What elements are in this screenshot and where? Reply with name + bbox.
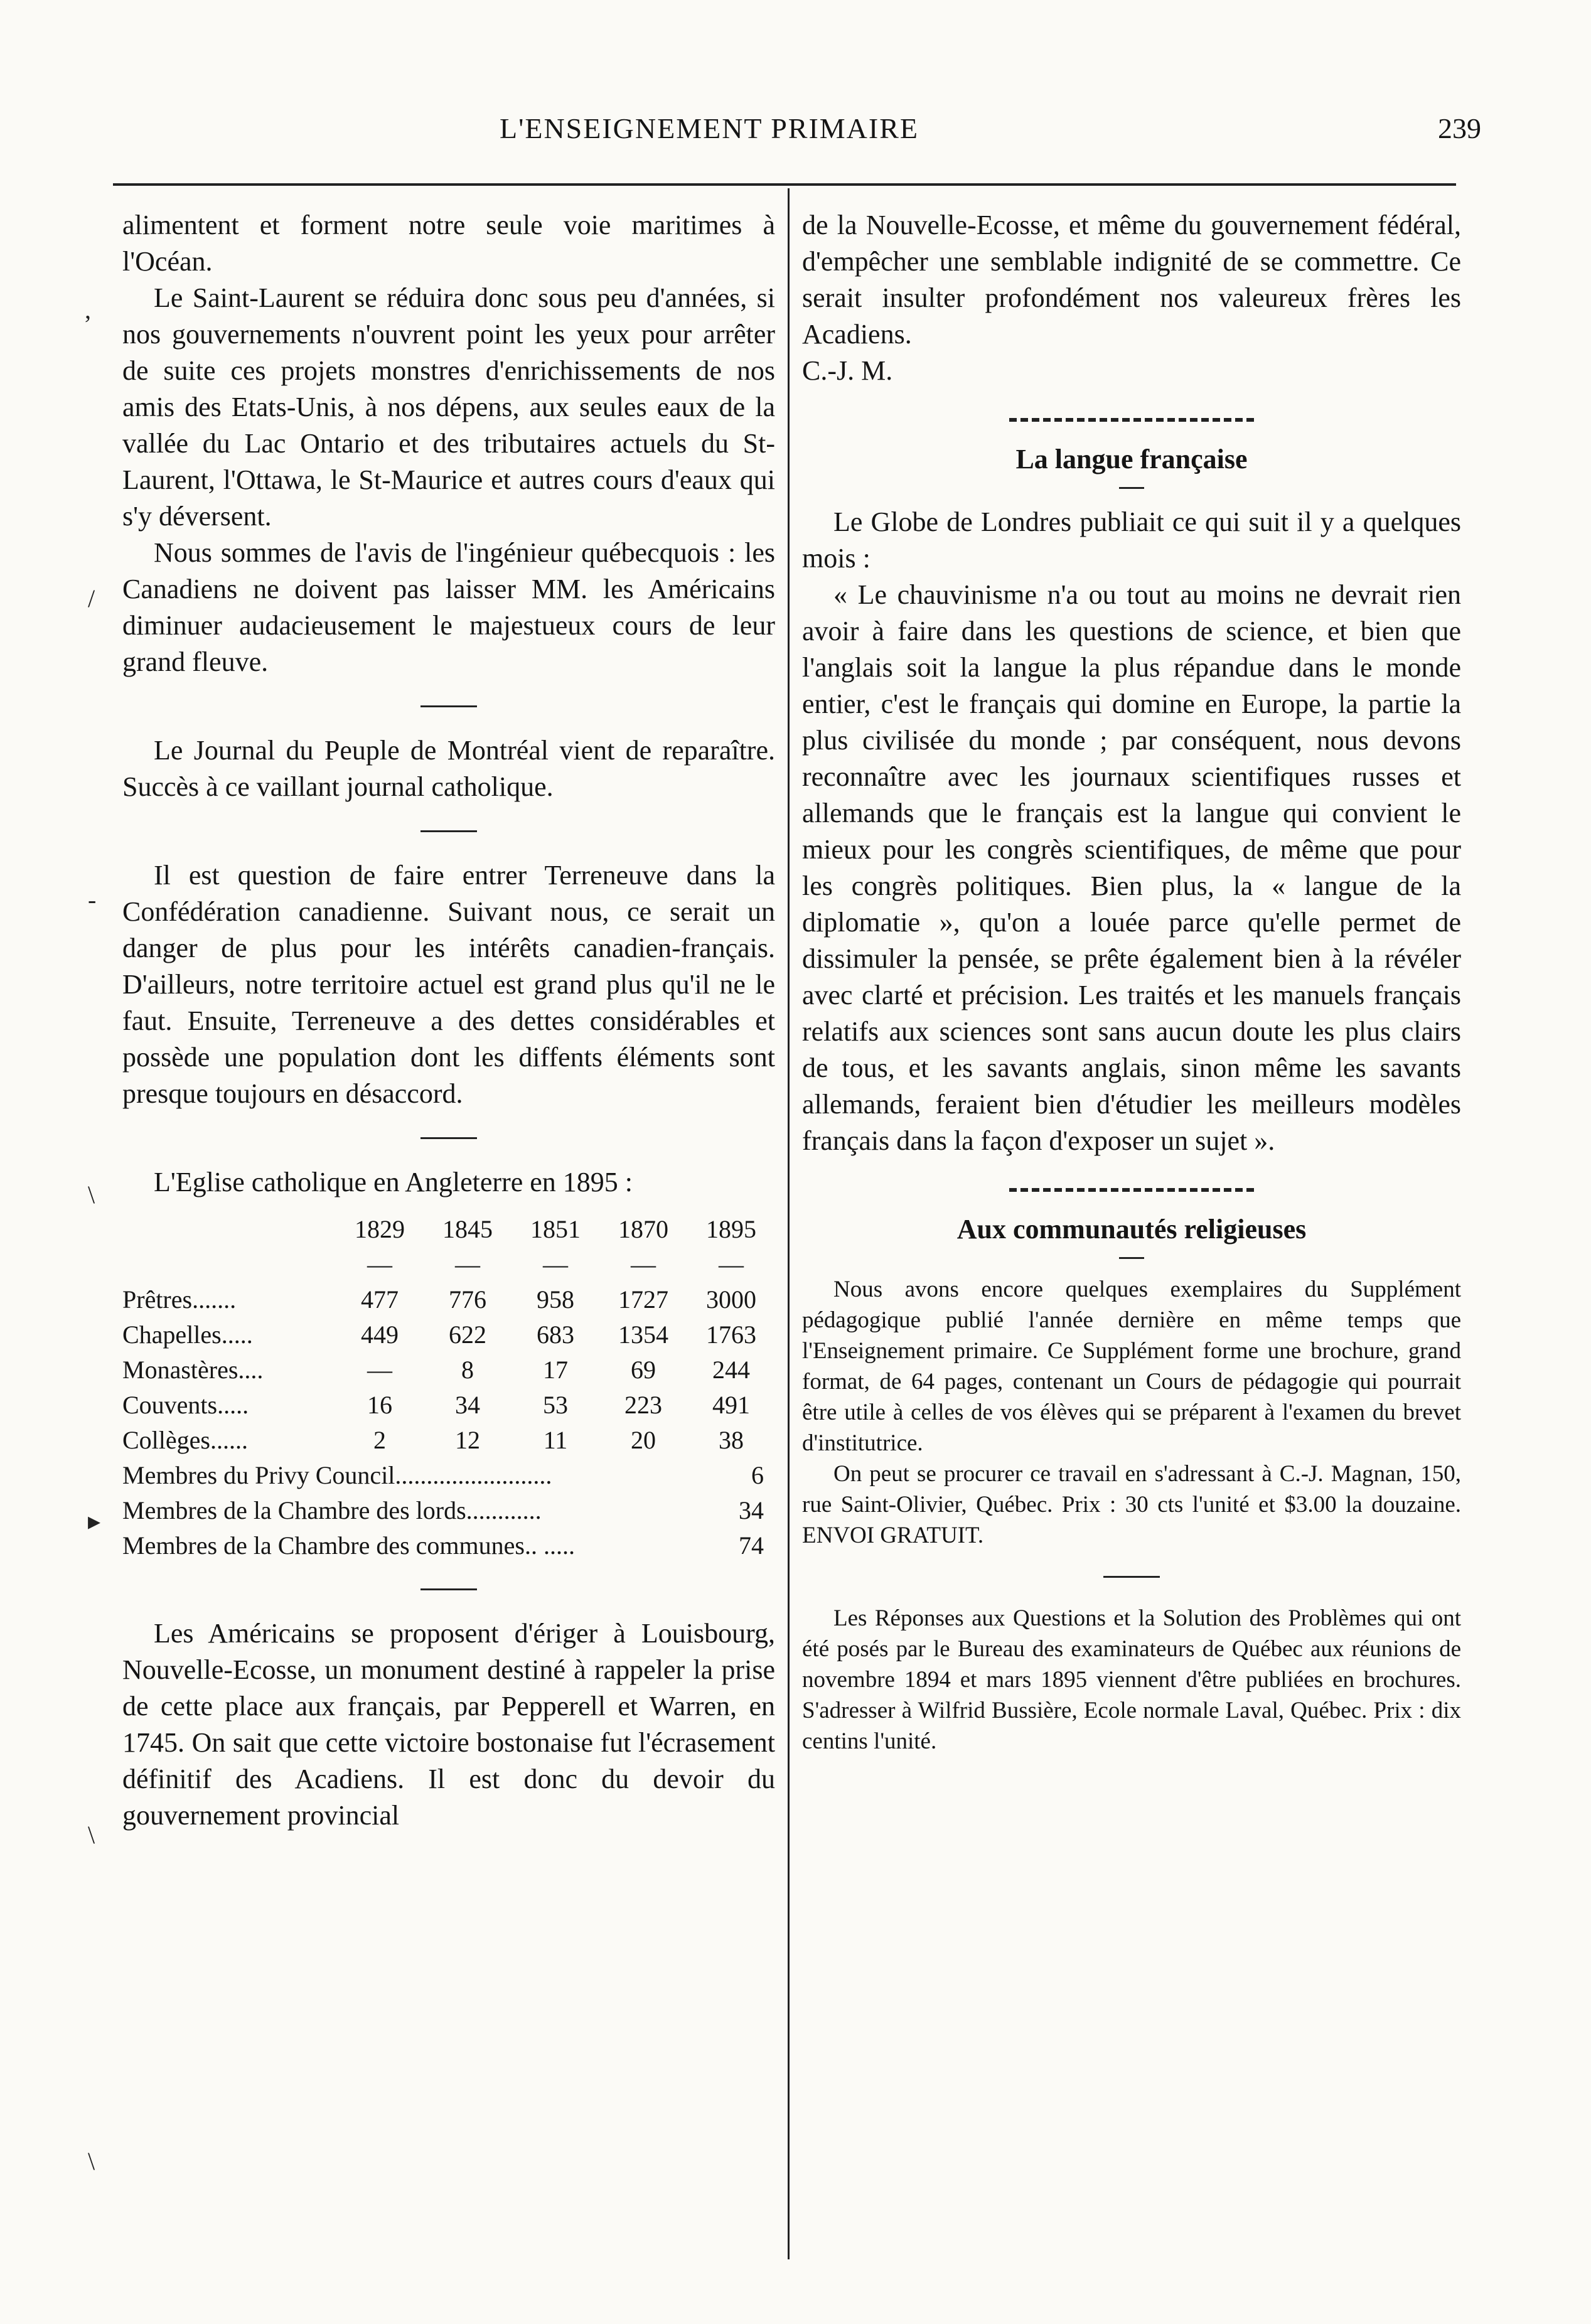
section-separator — [421, 1137, 477, 1139]
margin-mark: \ — [88, 1821, 95, 1849]
margin-mark: \ — [88, 2147, 95, 2175]
margin-mark: \ — [88, 1181, 95, 1209]
column-divider — [788, 188, 790, 2259]
table-row: Membres du Privy Council......................... 6 — [122, 1461, 764, 1489]
left-column — [122, 207, 775, 1834]
section-heading: La langue française — [1015, 444, 1248, 474]
dash-mark: — — [543, 1250, 568, 1278]
section-separator — [1103, 1576, 1160, 1578]
margin-mark: / — [88, 584, 95, 613]
dash-mark: — — [719, 1250, 744, 1278]
right-column — [802, 207, 1461, 1757]
paragraph: Les Réponses aux Questions et la Solution des Problèmes qui ont été posés par le Bureau des examinateurs de Québec aux réunions de novembre 1894 et mars 1895 viennent d'être publiées en brochures. S'adresser à Wilfrid Bussière, Ecole normale Laval, Québec. Prix : dix centins l'unité. — [802, 1605, 1461, 1754]
dash-mark: — — [367, 1250, 392, 1278]
paragraph: alimentent et forment notre seule voie maritimes à l'Océan. — [122, 210, 775, 277]
notice-block — [802, 1274, 1461, 1757]
year-header: 1851 — [530, 1215, 581, 1243]
paragraph: Nous avons encore quelques exemplaires du Supplément pédagogique publié l'année dernière en même temps que l'Enseignement primaire. Ce Supplément forme une brochure, grand format, de 64 pages, contenant un Cours de pédagogie qui pourrait être utile à celles de vos élèves qui se préparent à l'examen du brevet d'institutrice. — [802, 1277, 1461, 1456]
paragraph: Le Journal du Peuple de Montréal vient de reparaître. Succès à ce vaillant journal catholique. — [122, 735, 775, 802]
year-header: 1829 — [355, 1215, 405, 1243]
table-row: Chapelles..... 449 622 683 1354 1763 — [122, 1320, 756, 1349]
table-row: Membres de la Chambre des lords............ 34 — [122, 1496, 764, 1524]
section-separator — [1119, 1257, 1144, 1259]
section-separator — [421, 830, 477, 832]
section-separator — [421, 1588, 477, 1590]
dash-mark: — — [455, 1250, 480, 1278]
ornament-separator — [1009, 1188, 1254, 1192]
paragraph: « Le chauvinisme n'a ou tout au moins ne devrait rien avoir à faire dans les questions de science, et bien que l'anglais soit la langue la plus répandue dans le monde entier, c'est le français qui domine en Europe, la partie la plus civilisée du monde ; par conséquent, nous devons reconnaître avec les journaux scientifiques russes et allemands que le français est la langue qui convient le mieux pour les congrès scientifiques, de même que pour les congrès politiques. Bien plus, la « langue de la diplomatie », qu'on a louée parce qu'elle permet de dissimuler la pensée, se prête également bien à la révéler avec clarté et précision. Les traités et les manuels français relatifs aux sciences sont sans aucun doute les plus clairs de tous, et les savants anglais, sinon même les savants allemands, feraient bien d'étudier les meilleurs modèles français dans la façon d'exposer un sujet ». — [802, 579, 1461, 1156]
year-header: 1870 — [618, 1215, 668, 1243]
year-header: 1845 — [442, 1215, 493, 1243]
table-intro: L'Eglise catholique en Angleterre en 1895 : — [154, 1167, 633, 1197]
section-separator — [1119, 487, 1144, 489]
section-separator — [421, 705, 477, 707]
signature: C.-J. M. — [802, 355, 893, 386]
margin-mark: ▸ — [88, 1507, 101, 1535]
table-row: Collèges...... 2 12 11 20 38 — [122, 1426, 744, 1454]
table-row: Membres de la Chambre des communes.. ..... 74 — [122, 1531, 764, 1560]
header-rule — [113, 183, 1456, 186]
margin-mark: , — [85, 296, 91, 324]
paragraph: On peut se procurer ce travail en s'adressant à C.-J. Magnan, 150, rue Saint-Olivier, Québec. Prix : 30 cts l'unité et $3.00 la douzaine. ENVOI GRATUIT. — [802, 1461, 1461, 1548]
table-row: Monastères.... — 8 17 69 244 — [122, 1356, 750, 1384]
dash-row — [122, 1247, 775, 1282]
paragraph: Il est question de faire entrer Terreneuve dans la Confédération canadienne. Suivant nous, ce serait un danger de plus pour les intérêts canadien-français. D'ailleurs, notre territoire actuel est grand plus qu'il ne le faut. Ensuite, Terreneuve a des dettes considérables et possède une population dont les diffents éléments sont presque toujours en désaccord. — [122, 860, 775, 1109]
margin-mark: - — [88, 886, 97, 914]
year-header: 1895 — [706, 1215, 756, 1243]
table-row: Prêtres....... 477 776 958 1727 3000 — [122, 1285, 756, 1314]
table-header-row — [122, 1212, 775, 1247]
ornament-separator — [1009, 418, 1254, 422]
section-heading: Aux communautés religieuses — [956, 1214, 1307, 1245]
dash-mark: — — [631, 1250, 656, 1278]
paragraph: Le Globe de Londres publiait ce qui suit il y a quelques mois : — [802, 506, 1461, 574]
running-title: L'ENSEIGNEMENT PRIMAIRE — [499, 112, 919, 144]
paragraph: Les Américains se proposent d'ériger à Louisbourg, Nouvelle-Ecosse, un monument destiné à rappeler la prise de cette place aux français, par Pepperell et Warren, en 1745. On sait que cette victoire bostonaise fut l'écrasement définitif des Acadiens. Il est donc du devoir du gouvernement provincial — [122, 1618, 775, 1831]
paragraph: de la Nouvelle-Ecosse, et même du gouvernement fédéral, d'empêcher une semblable indignité de se commettre. Ce serait insulter profondément nos valeureux frères les Acadiens. — [802, 210, 1461, 350]
paragraph: Nous sommes de l'avis de l'ingénieur québecquois : les Canadiens ne doivent pas laisser MM. les Américains diminuer audacieusement le majestueux cours de leur grand fleuve. — [122, 537, 775, 677]
page-number: 239 — [1438, 112, 1481, 144]
statistics-table — [122, 1212, 775, 1563]
paragraph: Le Saint-Laurent se réduira donc sous peu d'années, si nos gouvernements n'ouvrent point les yeux pour arrêter de suite ces projets monstres d'enrichissements de nos amis des Etats-Unis, à nos dépens, aux seules eaux de la vallée du Lac Ontario et des tributaires actuels du St-Laurent, l'Ottawa, le St-Maurice et autres cours d'eaux qui s'y déversent. — [122, 282, 775, 532]
table-row: Couvents..... 16 34 53 223 491 — [122, 1391, 750, 1419]
